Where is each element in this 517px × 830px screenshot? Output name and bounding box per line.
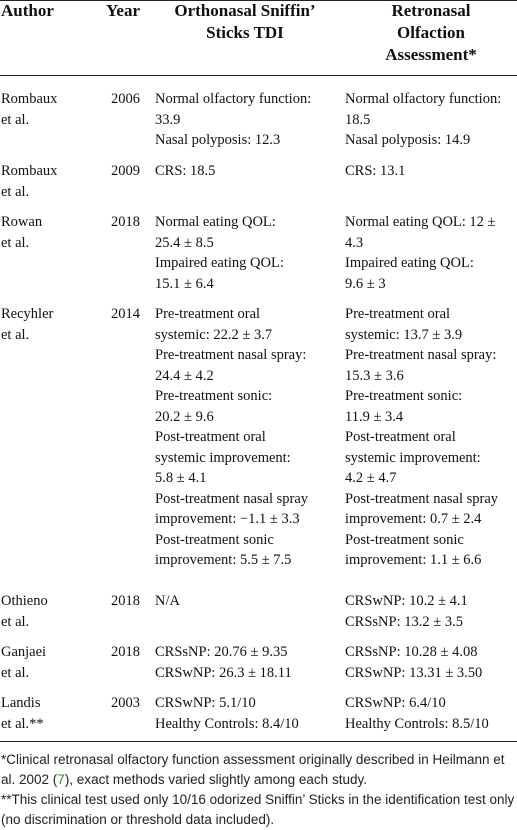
row-retronasal: Normal olfactory function: 18.5 Nasal polyposis: 14.9 [345,91,502,148]
row-orthonasal: CRSwNP: 5.1/10 Healthy Controls: 8.4/10 [155,695,299,732]
row-retronasal: CRSsNP: 10.28 ± 4.08 CRSwNP: 13.31 ± 3.50 [345,644,483,681]
row-retronasal: CRS: 13.1 [345,163,406,179]
row-author: Landis et al.** [1,695,44,732]
footnote-retronasal-method [1,750,516,789]
row-retronasal: Pre-treatment oral systemic: 13.7 ± 3.9 Pre-treatment nasal spray: 15.3 ± 3.6 Pre-treatment sonic: 11.9 ± 3.4 Post-treatment oral systemic improvement: 4.2 ± 4.7 Post-treatment nasal spray improvement: 0.7 ± 2.4 Post-treatment sonic improvement: 1.1 ± 6.6 [345,306,499,568]
reference-link[interactable]: 7 [57,771,65,787]
row-orthonasal: Normal olfactory function: 33.9 Nasal polyposis: 12.3 [155,91,312,148]
row-year: 2009 [111,163,140,179]
row-year: 2006 [111,91,140,107]
row-year: 2018 [111,644,140,660]
header-orthonasal: Orthonasal Sniffin’ Sticks TDI [174,1,316,42]
row-orthonasal: Pre-treatment oral systemic: 22.2 ± 3.7 Pre-treatment nasal spray: 24.4 ± 4.2 Pre-treatment sonic: 20.2 ± 9.6 Post-treatment oral systemic improvement: 5.8 ± 4.1 Post-treatment nasal spray improvement: −1.1 ± 3.3 Post-treatment sonic improvement: 5.5 ± 7.5 [155,306,309,568]
header-author: Author [1,1,54,20]
header-year: Year [106,1,140,20]
row-orthonasal: CRSsNP: 20.76 ± 9.35 CRSwNP: 26.3 ± 18.11 [155,644,292,681]
footnote-identification-test: **This clinical test used only 10/16 odorized Sniffin’ Sticks in the identification test only (no discrimination or threshold data included). [1,792,515,827]
row-year: 2014 [111,306,140,322]
row-retronasal: CRSwNP: 6.4/10 Healthy Controls: 8.5/10 [345,695,489,732]
row-orthonasal: CRS: 18.5 [155,163,216,179]
row-author: Rombaux et al. [1,163,58,200]
row-orthonasal: Normal eating QOL: 25.4 ± 8.5 Impaired eating QOL: 15.1 ± 6.4 [155,214,284,292]
row-author: Rowan et al. [1,214,43,251]
header-retronasal: Retronasal Olfaction Assessment* [385,1,477,64]
header-bottom-rule [0,75,517,76]
table-bottom-rule [0,741,517,742]
row-author: Rombaux et al. [1,91,58,128]
row-orthonasal: N/A [155,593,180,609]
row-retronasal: CRSwNP: 10.2 ± 4.1 CRSsNP: 13.2 ± 3.5 [345,593,468,630]
row-retronasal: Normal eating QOL: 12 ± 4.3 Impaired eating QOL: 9.6 ± 3 [345,214,496,292]
row-year: 2018 [111,593,140,609]
row-author: Othieno et al. [1,593,48,630]
footnote-text: *Clinical retronasal olfactory function assessment originally described in Heilmann et al. 2002 ( [1,752,505,787]
row-author: Ganjaei et al. [1,644,47,681]
footnote-text: ), exact methods varied slightly among each study. [64,771,367,787]
row-author: Recyhler et al. [1,306,54,343]
row-year: 2003 [111,695,140,711]
row-year: 2018 [111,214,140,230]
